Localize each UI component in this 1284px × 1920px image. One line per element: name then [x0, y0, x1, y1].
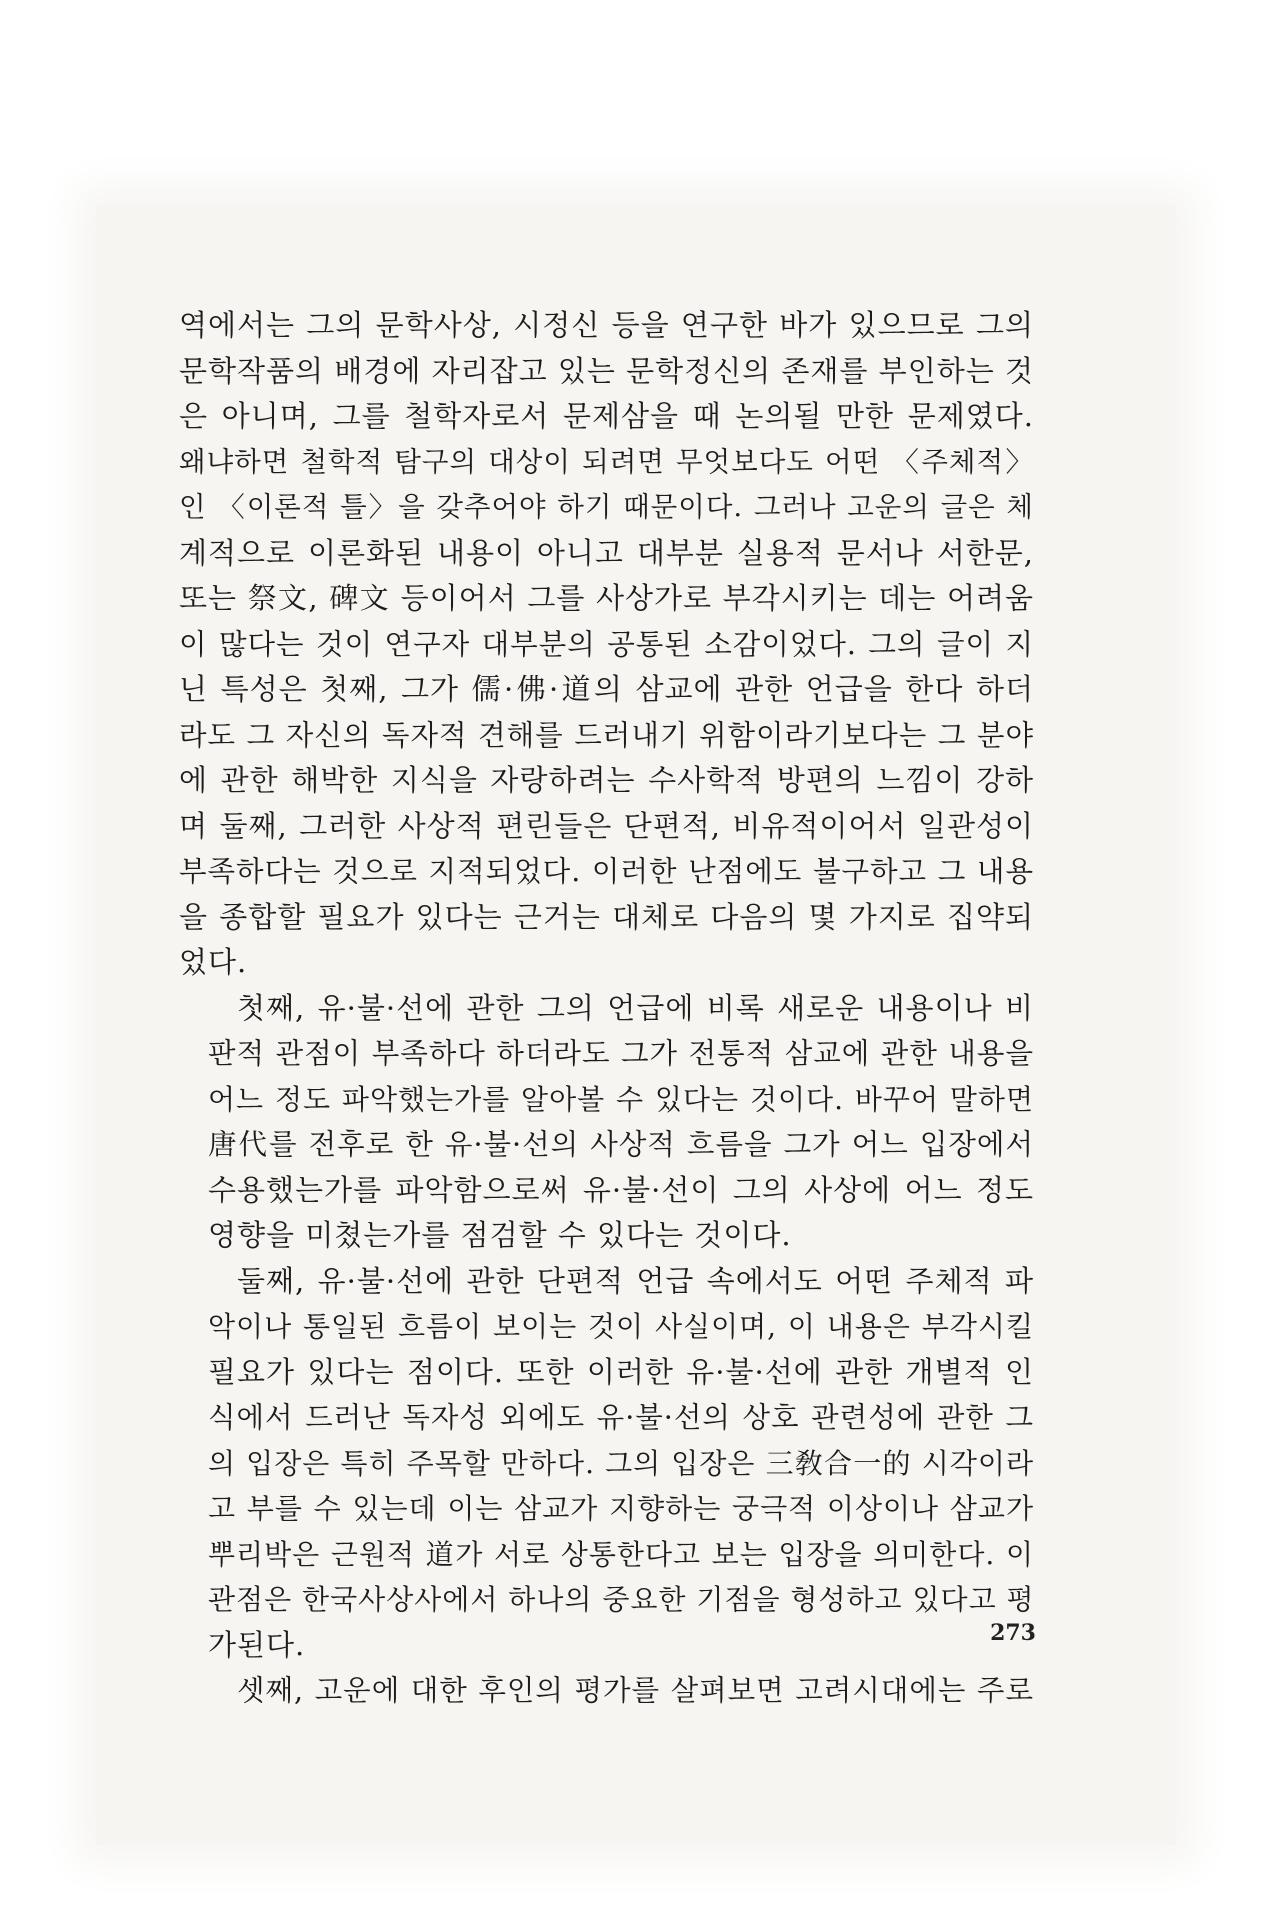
text-line: 악이나 통일된 흐름이 보이는 것이 사실이며, 이 내용은 부각시킬 [208, 1310, 1034, 1343]
text-line: 판적 관점이 부족하다 하더라도 그가 전통적 삼교에 관한 내용을 [208, 1037, 1034, 1070]
text-line: 왜냐하면 철학적 탐구의 대상이 되려면 무엇보다도 어떤 〈주체적〉 [179, 445, 1034, 478]
text-line: 둘째, 유·불·선에 관한 단편적 언급 속에서도 어떤 주체적 파 [237, 1263, 1034, 1298]
text-line: 라도 그 자신의 독자적 견해를 드러내기 위함이라기보다는 그 분야 [179, 718, 1034, 752]
text-line: 의 입장은 특히 주목할 만하다. 그의 입장은 三敎合一的 시각이라 [208, 1446, 1034, 1480]
paragraph [179, 303, 1034, 986]
text-line: 수용했는가를 파악함으로써 유·불·선이 그의 사상에 어느 정도 [208, 1172, 1034, 1207]
text-line: 부족하다는 것으로 지적되었다. 이러한 난점에도 불구하고 그 내용 [179, 855, 1034, 888]
text-line: 에 관한 해박한 지식을 자랑하려는 수사학적 방편의 느낌이 강하 [179, 763, 1034, 797]
text-line: 계적으로 이론화된 내용이 아니고 대부분 실용적 문서나 서한문, [179, 535, 1034, 570]
text-line: 역에서는 그의 문학사상, 시정신 등을 연구한 바가 있으므로 그의 [179, 308, 1034, 342]
text-line: 관점은 한국사상사에서 하나의 중요한 기점을 형성하고 있다고 평 [208, 1583, 1035, 1616]
text-line: 셋째, 고운에 대한 후인의 평가를 살펴보면 고려시대에는 주로 [237, 1674, 1034, 1707]
text-line: 인 〈이론적 틀〉을 갖추어야 하기 때문이다. 그러나 고운의 글은 체 [179, 491, 1034, 523]
text-line: 어느 정도 파악했는가를 알아볼 수 있다는 것이다. 바꾸어 말하면 [208, 1082, 1034, 1116]
text-line: 영향을 미쳤는가를 점검할 수 있다는 것이다. [208, 1218, 792, 1252]
text-line: 뿌리박은 근원적 道가 서로 상통한다고 보는 입장을 의미한다. 이 [208, 1537, 1034, 1571]
paragraph [179, 1668, 1034, 1714]
text-line: 문학작품의 배경에 자리잡고 있는 문학정신의 존재를 부인하는 것 [179, 353, 1034, 388]
text-line: 또는 祭文, 碑文 등이어서 그를 사상가로 부각시키는 데는 어려움 [179, 581, 1034, 615]
page-number: 273 [990, 1620, 1036, 1646]
paragraph [179, 986, 1034, 1259]
text-line: 필요가 있다는 점이다. 또한 이러한 유·불·선에 관한 개별적 인 [208, 1354, 1034, 1389]
text-line: 닌 특성은 첫째, 그가 儒·佛·道의 삼교에 관한 언급을 한다 하더 [179, 672, 1034, 706]
paragraph [179, 1259, 1034, 1669]
text-line: 은 아니며, 그를 철학자로서 문제삼을 때 논의될 만한 문제였다. [179, 399, 1034, 433]
text-line: 가된다. [208, 1627, 306, 1662]
text-line: 식에서 드러난 독자성 외에도 유·불·선의 상호 관련성에 관한 그 [208, 1401, 1034, 1434]
text-line: 첫째, 유·불·선에 관한 그의 언급에 비록 새로운 내용이나 비 [237, 990, 1034, 1025]
text-line: 며 둘째, 그러한 사상적 편린들은 단편적, 비유적이어서 일관성이 [179, 808, 1034, 843]
text-line: 唐代를 전후로 한 유·불·선의 사상적 흐름을 그가 어느 입장에서 [208, 1128, 1034, 1161]
text-line: 고 부를 수 있는데 이는 삼교가 지향하는 궁극적 이상이나 삼교가 [208, 1492, 1034, 1525]
text-line: 이 많다는 것이 연구자 대부분의 공통된 소감이었다. 그의 글이 지 [179, 627, 1034, 661]
body-text [179, 303, 1034, 1714]
text-line: 었다. [179, 945, 248, 979]
text-line: 을 종합할 필요가 있다는 근거는 대체로 다음의 몇 가지로 집약되 [179, 899, 1034, 934]
